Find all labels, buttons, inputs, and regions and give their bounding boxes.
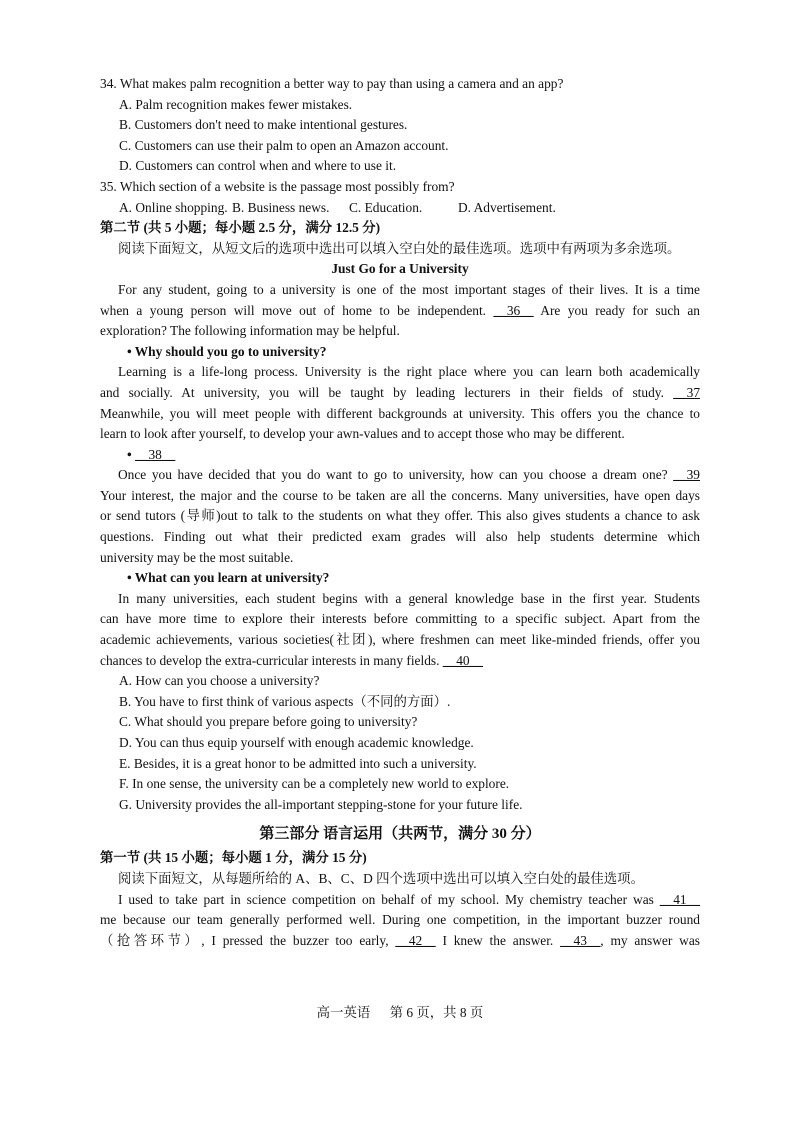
p2-line-4: learn to look after yourself, to develop your awn-values and to accept those who may be different. [100,426,625,442]
p3-line-3: or send tutors (导师)out to talk to the students on what they offer. This also gives students a chance to ask [100,508,700,524]
p2-line-1: Learning is a life-long process. University is the right place where you can learn both academically [118,364,700,380]
q35-option-a: A. Online shopping. [119,199,228,215]
bullet-what: • What can you learn at university? [127,570,330,586]
q35-options [100,198,700,219]
p4-line-2: can have more time to explore their interests before committing to a specific subject. Apart from the [100,611,700,627]
p2-line-2 [100,383,700,404]
p4-line-1: In many universities, each student begins with a general knowledge base in the first year. Students [118,590,700,606]
text: I knew the answer. [442,932,554,948]
footer-page-number: 第 6 页，共 8 页 [389,1005,484,1020]
blank-40: __40__ [442,652,483,668]
p3-line-2: Your interest, the major and the course to be taken are all the concerns. Many universities, have open days [100,487,700,503]
text: when a young person will move out of home to be independent. [100,302,487,318]
option-a: A. How can you choose a university? [119,673,320,689]
cloze-line-1 [100,890,700,911]
q35-option-c: C. Education. [349,199,423,215]
p3-line-1 [100,465,700,486]
cloze-line-3 [100,931,700,952]
blank-38: __38__ [135,446,176,462]
part3-heading: 第三部分 语言运用（共两节，满分 30 分） [259,826,541,843]
q34-option-c: C. Customers can use their palm to open an Amazon account. [119,137,449,153]
text: I used to take part in science competition on behalf of my school. My chemistry teacher was [118,891,654,907]
option-d: D. You can thus equip yourself with enough academic knowledge. [119,735,474,750]
bullet-why: • Why should you go to university? [127,343,327,359]
option-c: C. What should you prepare before going to university? [119,714,418,730]
part3-sub-heading: 第一节 (共 15 小题；每小题 1 分，满分 15 分) [100,850,367,866]
q35-option-b: B. Business news. [232,199,330,215]
q34-option-d: D. Customers can control when and where to use it. [119,158,397,174]
p1-line-2 [100,301,700,322]
option-b: B. You have to first think of various aspects（不同的方面）. [119,693,451,709]
question-35: 35. Which section of a website is the passage most possibly from? [100,178,455,194]
p3-line-4: questions. Finding out what their predicted exam grades will also help students determine which [100,529,700,545]
question-34: 34. What makes palm recognition a better way to pay than using a camera and an app? [100,76,564,91]
bullet-dot: • [127,446,136,462]
text: and socially. At university, you will be taught by leading lecturers in their fields of study. [100,384,664,400]
q34-option-a: A. Palm recognition makes fewer mistakes. [119,96,353,112]
blank-36: __36__ [493,302,534,318]
text: Once you have decided that you do want to go to university, how can you choose a dream one? [118,467,668,483]
text: （抢答环节）, I pressed the buzzer too early, [100,932,389,948]
text: chances to develop the extra-curricular interests in many fields. [100,652,440,668]
p1-line-1: For any student, going to a university is one of the most important stages of their lives. It is a time [118,281,700,297]
text: , my answer was [600,932,700,948]
p2-line-3: Meanwhile, you will meet people with different backgrounds at university. This offers you the chance to [100,405,700,421]
q34-option-b: B. Customers don't need to make intentional gestures. [119,117,408,133]
option-e: E. Besides, it is a great honor to be admitted into such a university. [119,755,477,771]
p4-line-3: academic achievements, various societies(社团), where freshmen can meet like-minded friends, offer you [100,632,700,648]
blank-41: __41__ [659,891,700,907]
option-g: G. University provides the all-important stepping-stone for your future life. [119,796,523,812]
page-footer [0,1002,800,1021]
cloze-line-2: me because our team generally performed well. During one competition, in the important buzzer round [100,912,700,928]
blank-43: __43__ [560,932,601,948]
q35-option-d: D. Advertisement. [458,199,556,215]
part3-instruction: 阅读下面短文，从每题所给的 A、B、C、D 四个选项中选出可以填入空白处的最佳选项。 [118,870,644,886]
blank-42: __42__ [395,932,436,948]
footer-subject: 高一英语 [316,1005,371,1020]
p3-line-5: university may be the most suitable. [100,549,294,565]
text: Are you ready for such an [540,302,700,318]
section2-heading: 第二节 (共 5 小题；每小题 2.5 分，满分 12.5 分) [100,220,381,236]
blank-39: __39 [673,467,700,483]
passage-title: Just Go for a University [331,261,469,277]
option-f: F. In one sense, the university can be a completely new world to explore. [119,776,510,792]
p4-line-4 [100,651,700,672]
p1-line-3: exploration? The following information may be helpful. [100,323,400,339]
page-content [100,74,700,951]
section2-instruction: 阅读下面短文，从短文后的选项中选出可以填入空白处的最佳选项。选项中有两项为多余选项。 [118,240,681,256]
blank-37: __37 [673,384,700,400]
bullet-38 [100,445,700,466]
